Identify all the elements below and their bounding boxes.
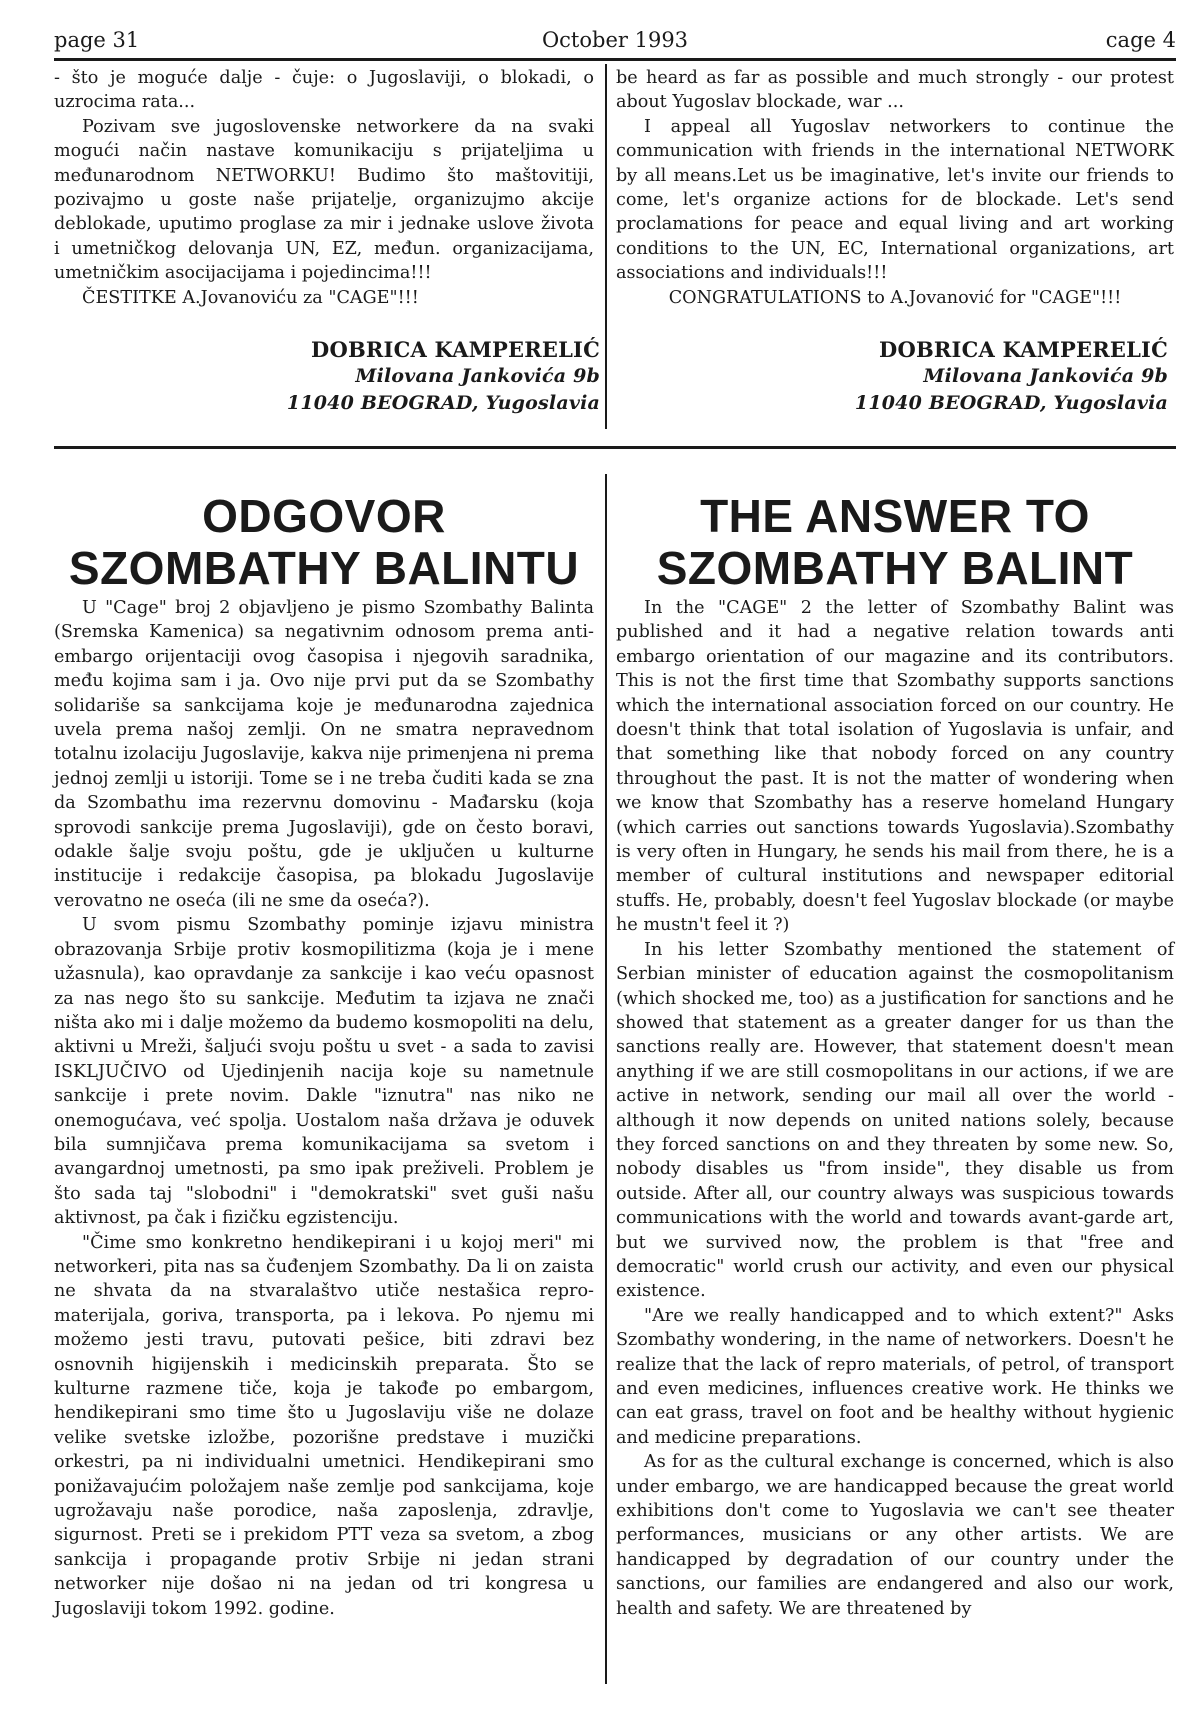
author-street: Milovana Jankovića 9b	[923, 365, 1168, 387]
signature-block	[768, 336, 1168, 417]
article-paragraph: "Čime smo konkretno hendikepirani i u kojoj meri" mi networkeri, pita nas sa čuđenjem Szombathy. Da li on zaista ne shvata da na stvaralaštvo utiče nestašica repro-materijala, goriva, transporta, pa i lekova. Po njemu mi možemo jesti travu, putovati pešice, biti zdravi bez osnovnih higijenskih i medicinskih preparata. Što se kulturne razmene tiče, koja je takođe po embargom, hendikepirani smo time što u Jugoslaviju više ne dolaze velike svetske izložbe, pozorišne predstave i muzički orkestri, pa ni individualni umetnici. Hendikepirani smo ponižavajućim položajem naše zemlje pod sankcijama, koje ugrožavaju naše porodice, naša zaposlenja, zdravlje, sigurnost. Preti se i prekidom PTT veza sa svetom, a zbog sankcija i propagande protiv Srbije ni jedan strani networker nije došao ni na jedan od tri kongresa u Jugoslaviji tokom 1992. godine.	[54, 1232, 594, 1619]
article-paragraph: "Are we really handicapped and to which extent?" Asks Szombathy wondering, in the name of networkers. Doesn't he realize that the lack of repro materials, of petrol, of transport and even medicines, influences creative work. He thinks we can eat grass, travel on foot and be healthy without hygienic and medicine preparations.	[616, 1305, 1174, 1448]
article-title-serbian: ODGOVOR SZOMBATHY BALINTU	[68, 490, 580, 594]
article-paragraph: In his letter Szombathy mentioned the statement of Serbian minister of education against the cosmopolitanism (which shocked me, too) as a justification for sanctions and he showed that statement as a greater danger for us than the sanctions really are. However, that statement doesn't mean anything if we are still cosmopolitans in our actions, if we are active in network, sending our mail all over the world - although it now depends on united nations solely, because they forced sanctions on and they threaten by some new. So, nobody disables us "from inside", they disable us from outside. After all, our country always was suspicious towards communications with the world and towards avant-garde art, but we survived now, the problem is that "free and democratic" world crush our activity, and even our physical existence.	[616, 939, 1174, 1302]
author-name: DOBRICA KAMPERELIĆ	[311, 337, 600, 362]
issue-date: October 1993	[541, 28, 689, 52]
letter-english	[616, 66, 1174, 310]
section-rule	[54, 446, 1176, 449]
author-street: Milovana Jankovića 9b	[355, 365, 600, 387]
author-city: 11040 BEOGRAD, Yugoslavia	[286, 392, 600, 414]
letter-congratulations: ČESTITKE A.Jovanoviću za "CAGE"!!!	[82, 287, 419, 308]
letter-serbian	[54, 66, 594, 310]
article-paragraph: In the "CAGE" 2 the letter of Szombathy Balint was published and it had a negative relation towards anti embargo orientation of our magazine and its contributors. This is not the first time that Szombathy supports sanctions which the international association forced on our country. He doesn't think that total isolation of Yugoslavia is unfair, and that something like that nobody forced on any country throughout the past. It is not the matter of wondering when we know that Szombathy has a reserve homeland Hungary (which carries out sanctions towards Yugoslavia).Szombathy is very often in Hungary, he sends his mail from there, he is a member of cultural institutions and newspaper editorial stuffs. He, probably, doesn't feel Yugoslav blockade (or maybe he mustn't feel it ?)	[616, 598, 1174, 936]
page-header	[54, 24, 1176, 56]
signature-block	[200, 336, 600, 417]
article-body-english	[616, 596, 1174, 1621]
letter-paragraph: Pozivam sve jugoslovenske networkere da na svaki mogući način nastave komunikaciju s prijateljima u međunarodnom NETWORKU! Budimo što maštovitiji, pozivajmo u goste naše prijatelje, organizujmo akcije deblokade, uputimo proglase za mir i jednake uslove života i umetničkog delovanja UN, EZ, međun. organizacijama, umetničkim asocijacijama i pojedincima!!!	[54, 116, 594, 284]
column-divider	[605, 474, 607, 1684]
column-divider	[605, 64, 607, 429]
page-number: page 31	[54, 28, 140, 52]
magazine-issue: cage 4	[1105, 28, 1176, 52]
article-title-english: THE ANSWER TO SZOMBATHY BALINT	[656, 490, 1134, 594]
letter-paragraph: I appeal all Yugoslav networkers to continue the communication with friends in the international NETWORK by all means.Let us be imaginative, let's invite our friends to come, let's organize actions for de blockade. Let's send proclamations for peace and equal living and art working conditions to the UN, EC, International organizations, art associations and individuals!!!	[616, 116, 1174, 284]
article-paragraph: U svom pismu Szombathy pominje izjavu ministra obrazovanja Srbije protiv kosmopilitizma (koja je i mene užasnula), kao opravdanje za sankcije i kao veću opasnost za nas nego što su sankcije. Međutim ta izjava ne znači ništa ako mi i dalje možemo da budemo kosmopoliti na delu, aktivni u Mreži, šaljući svoju poštu u svet - a sada to zavisi ISKLJUČIVO od Ujedinjenih nacija koje su nametnule sankcije i prete novim. Dakle "iznutra" nas niko ne onemogućava, već spolja. Uostalom naša država je oduvek bila sumnjičava prema komunikacijama sa svetom i avangardnoj umetnosti, pa smo ipak preživeli. Problem je što sada taj "slobodni" i "demokratski" svet guši našu aktivnost, pa čak i fizičku egzistenciju.	[54, 915, 594, 1229]
article-paragraph: As for as the cultural exchange is concerned, which is also under embargo, we are handicapped because the great world exhibitions don't come to Yugoslavia we can't see theater performances, musicians or any other artists. We are handicapped by degradation of our country under the sanctions, our families are endangered and also our work, health and safety. We are threatened by	[616, 1452, 1174, 1619]
letter-paragraph: - što je moguće dalje - čuje: o Jugoslaviji, o blokadi, o uzrocima rata...	[54, 68, 594, 113]
article-paragraph: U "Cage" broj 2 objavljeno je pismo Szombathy Balinta (Sremska Kamenica) sa negativnim odnosom prema anti-embargo orijentaciji ovog časopisa i njegovih saradnika, među kojima sam i ja. Ovo nije prvi put da se Szombathy solidariše sa sankcijama koje je međunarodna zajednica uvela prema našoj zemlji. On ne smatra nepravednom totalnu izolaciju Jugoslavije, kakva nije primenjena ni prema jednoj zemlji u istoriji. Tome se i ne treba čuditi kada se zna da Szombathu ima rezervnu domovinu - Mađarsku (koja sprovodi sankcije prema Jugoslaviji), gde on često boravi, odakle šalje svoju poštu, gde je uključen u kulturne institucije i redakcije časopisa, pa blokadu Jugoslavije verovatno ne oseća (ili ne sme da oseća?).	[54, 598, 594, 911]
author-city: 11040 BEOGRAD, Yugoslavia	[854, 392, 1168, 414]
author-name: DOBRICA KAMPERELIĆ	[879, 337, 1168, 362]
letter-congratulations: CONGRATULATIONS to A.Jovanović for "CAGE"!!!	[668, 287, 1122, 308]
letter-paragraph: be heard as far as possible and much strongly - our protest about Yugoslav blockade, war ...	[616, 68, 1174, 113]
header-rule	[54, 58, 1176, 61]
article-body-serbian	[54, 596, 594, 1621]
